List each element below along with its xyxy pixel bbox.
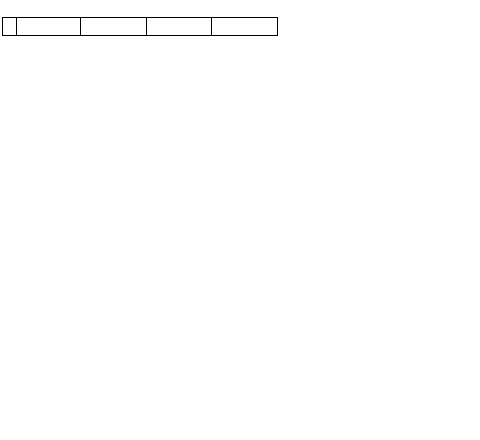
header-waku — [3, 18, 17, 36]
entry-table — [2, 17, 278, 36]
header-sire — [80, 18, 146, 36]
race-title — [2, 3, 472, 15]
header-dam — [147, 18, 211, 36]
entry-header-row — [3, 18, 278, 36]
header-horse — [16, 18, 80, 36]
header-damsire — [211, 18, 277, 36]
